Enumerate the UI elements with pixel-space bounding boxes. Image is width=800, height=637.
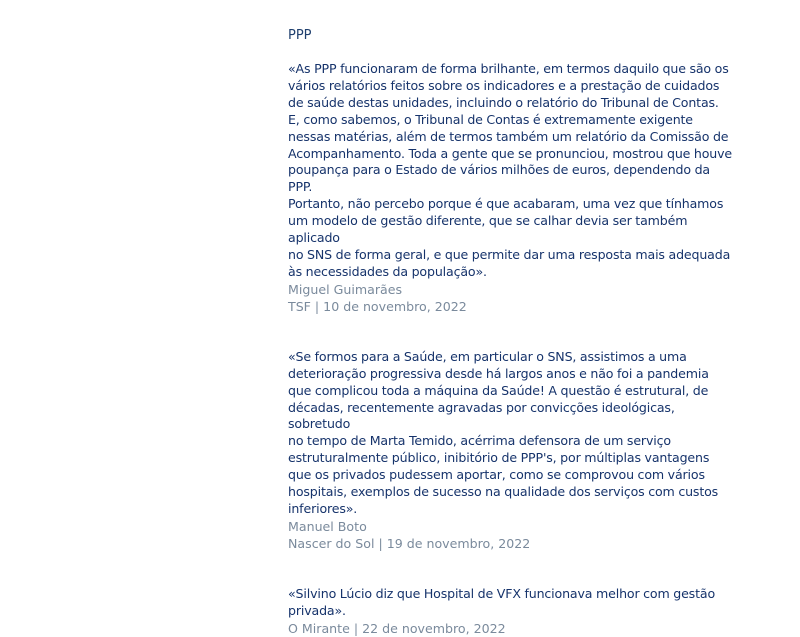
quote-line: às necessidades da população». bbox=[288, 263, 487, 279]
quote-line: de saúde destas unidades, incluindo o relatório do Tribunal de Contas. bbox=[288, 94, 719, 110]
quote-line: «As PPP funcionaram de forma brilhante, em termos daquilo que são os bbox=[288, 61, 729, 76]
quote-line: estruturalmente público, inibitório de PPP's, por múltiplas vantagens bbox=[288, 450, 710, 466]
quote-line: nessas matérias, além de termos também um relatório da Comissão de bbox=[288, 128, 729, 144]
quote-line: décadas, recentemente agravadas por convicções ideológicas, sobretudo bbox=[288, 399, 675, 432]
article-content bbox=[288, 27, 733, 637]
quote-line: um modelo de gestão diferente, que se calhar devia ser também aplicado bbox=[288, 213, 688, 246]
quote-source: Nascer do Sol | 19 de novembro, 2022 bbox=[288, 535, 531, 551]
quote-line: hospitais, exemplos de sucesso na qualidade dos serviços com custos bbox=[288, 484, 719, 500]
quote-line: «Silvino Lúcio diz que Hospital de VFX funcionava melhor com gestão bbox=[288, 585, 715, 601]
quote-line: Acompanhamento. Toda a gente que se pronunciou, mostrou que houve bbox=[288, 145, 733, 161]
quote-line: poupança para o Estado de vários milhões de euros, dependendo da PPP. bbox=[288, 162, 710, 195]
quote-block bbox=[288, 349, 733, 552]
quote-line: «Se formos para a Saúde, em particular o SNS, assistimos a uma bbox=[288, 348, 687, 364]
section-title: PPP bbox=[288, 28, 312, 43]
quote-line: privada». bbox=[288, 602, 346, 618]
quote-line: no tempo de Marta Temido, acérrima defensora de um serviço bbox=[288, 433, 671, 449]
quote-text bbox=[288, 586, 733, 620]
quote-source: O Mirante | 22 de novembro, 2022 bbox=[288, 620, 506, 636]
quote-line: que complicou toda a máquina da Saúde! A questão é estrutural, de bbox=[288, 382, 709, 398]
quote-text bbox=[288, 61, 733, 281]
quote-text bbox=[288, 349, 733, 518]
quote-line: inferiores». bbox=[288, 500, 358, 516]
quote-line: deterioração progressiva desde há largos anos e não foi a pandemia bbox=[288, 365, 709, 381]
quote-line: E, como sabemos, o Tribunal de Contas é extremamente exigente bbox=[288, 111, 693, 127]
quote-line: Portanto, não percebo porque é que acabaram, uma vez que tínhamos bbox=[288, 196, 724, 212]
quote-line: vários relatórios feitos sobre os indicadores e a prestação de cuidados bbox=[288, 77, 720, 93]
quote-block bbox=[288, 586, 733, 637]
quote-source: TSF | 10 de novembro, 2022 bbox=[288, 298, 467, 314]
quote-line: que os privados pudessem aportar, como se comprovou com vários bbox=[288, 467, 705, 483]
quote-block bbox=[288, 61, 733, 315]
quote-author: Miguel Guimarães bbox=[288, 281, 403, 297]
quote-author: Manuel Boto bbox=[288, 518, 367, 534]
quote-line: no SNS de forma geral, e que permite dar uma resposta mais adequada bbox=[288, 246, 731, 262]
